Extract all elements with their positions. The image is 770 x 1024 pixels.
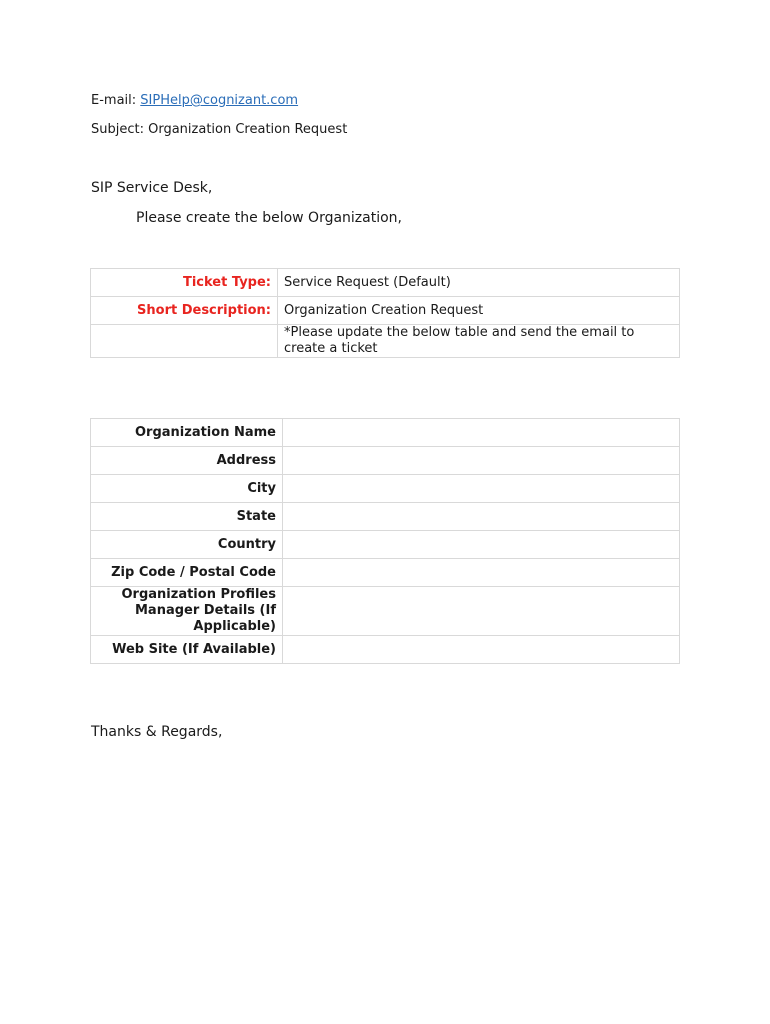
organization-name-field[interactable] xyxy=(283,419,680,447)
organization-table xyxy=(90,418,680,664)
note-label xyxy=(91,325,278,358)
table-row xyxy=(91,475,680,503)
email-line xyxy=(91,93,298,108)
country-field[interactable] xyxy=(283,531,680,559)
address-field[interactable] xyxy=(283,447,680,475)
state-field[interactable] xyxy=(283,503,680,531)
profiles-manager-label: Organization Profiles Manager Details (If Applicable) xyxy=(91,587,283,636)
table-row xyxy=(91,269,680,297)
city-label: City xyxy=(91,475,283,503)
table-row xyxy=(91,531,680,559)
country-label: Country xyxy=(91,531,283,559)
web-site-field[interactable] xyxy=(283,636,680,664)
subject-line: Subject: Organization Creation Request xyxy=(91,122,348,137)
ticket-type-value[interactable]: Service Request (Default) xyxy=(278,269,680,297)
table-row xyxy=(91,503,680,531)
request-text: Please create the below Organization, xyxy=(136,210,403,226)
closing: Thanks & Regards, xyxy=(91,724,223,740)
table-row xyxy=(91,559,680,587)
email-link[interactable]: SIPHelp@cognizant.com xyxy=(140,93,299,108)
organization-name-label: Organization Name xyxy=(91,419,283,447)
email-label: E-mail: xyxy=(91,93,141,108)
table-row xyxy=(91,587,680,636)
profiles-manager-field[interactable] xyxy=(283,587,680,636)
ticket-table xyxy=(90,268,680,358)
zip-code-field[interactable] xyxy=(283,559,680,587)
short-description-label: Short Description: xyxy=(91,297,278,325)
table-row xyxy=(91,325,680,358)
table-row xyxy=(91,636,680,664)
table-row xyxy=(91,419,680,447)
table-row xyxy=(91,297,680,325)
web-site-label: Web Site (If Available) xyxy=(91,636,283,664)
zip-code-label: Zip Code / Postal Code xyxy=(91,559,283,587)
city-field[interactable] xyxy=(283,475,680,503)
ticket-type-label: Ticket Type: xyxy=(91,269,278,297)
table-row xyxy=(91,447,680,475)
state-label: State xyxy=(91,503,283,531)
short-description-value[interactable]: Organization Creation Request xyxy=(278,297,680,325)
greeting: SIP Service Desk, xyxy=(91,180,213,196)
instruction-note: *Please update the below table and send the email to create a ticket xyxy=(278,325,680,358)
address-label: Address xyxy=(91,447,283,475)
